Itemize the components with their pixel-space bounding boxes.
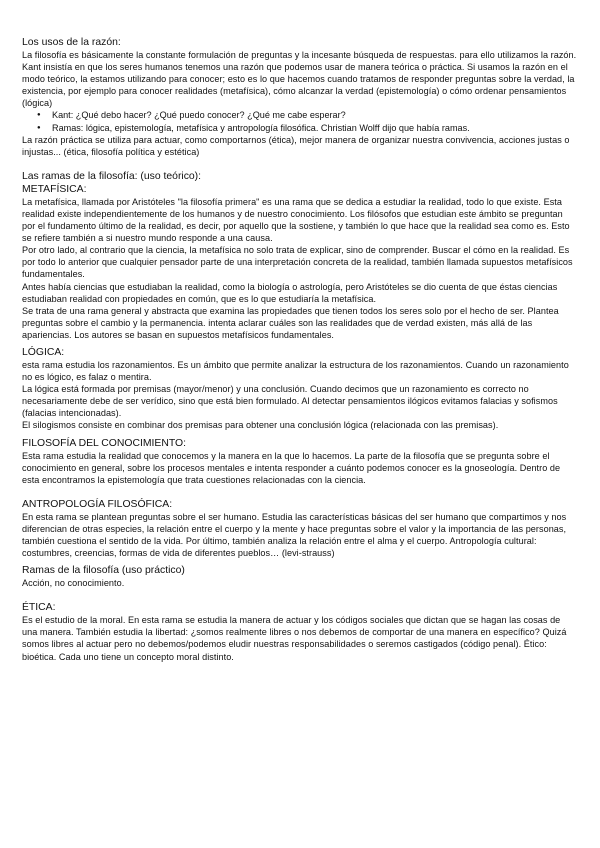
paragraph: Acción, no conocimiento. <box>22 578 125 589</box>
section-usos-razon <box>22 36 578 158</box>
paragraph: El silogismos consiste en combinar dos premisas para obtener una conclusión lógica (relacionada con las premisas). <box>22 420 499 431</box>
section-conocimiento <box>22 437 578 486</box>
paragraph: Se trata de una rama general y abstracta que examina las propiedades que tienen todos los seres solo por el hecho de ser. Plantea preguntas sobre el cambio y la permanencia. intenta aclarar cuáles son las realidades que de verdad existen, más allá de las apariencias. Los autores se basan en supuestos metafísicos fundamentales. <box>22 305 559 340</box>
section-title: Los usos de la razón: <box>22 37 121 48</box>
paragraph: Por otro lado, al contrario que la ciencia, la metafísica no solo trata de explicar, sino de comprender. Buscar el cómo en la realidad. Es por todo lo anterior que cualquier pensador parte de una interpretación concreta de la realidad, también llamada supuestos metafísicos fundamentales. <box>22 245 573 280</box>
paragraph: La razón práctica se utiliza para actuar, como comportarnos (ética), mejor manera de organizar nuestra convivencia, acciones justas o injustas... (ética, filosofía política y estética) <box>22 134 570 157</box>
section-etica <box>22 601 578 662</box>
section-antropologia <box>22 498 578 559</box>
bullet-list <box>22 109 578 133</box>
section-title: ÉTICA: <box>22 602 56 614</box>
section-title: ANTROPOLOGÍA FILOSÓFICA: <box>22 498 173 510</box>
paragraph: En esta rama se plantean preguntas sobre el ser humano. Estudia las características básicas del ser humano que compartimos y nos diferencian de otras especies, la relación entre el cuerpo y la mente y hace preguntas sobre el valor y la importancia de las personas, también cuestiona el sentido de la vida. Por último, también analiza la relación entre el alma y el cuerpo. Antropología cultural: costumbres, creencias, formas de vida de diferentes pueblos… (levi-strauss) <box>22 511 567 559</box>
list-item: ● Ramas: lógica, epistemología, metafísica y antropología filosófica. Christian Wolff dijo que había ramas. <box>52 122 578 134</box>
paragraph: Antes había ciencias que estudiaban la realidad, como la biología o astrología, pero Aristóteles se dio cuenta de que éstas ciencias estudiaban realidad con propiedades en común, que es lo que estudiaría la metafísica. <box>22 281 558 304</box>
paragraph: esta rama estudia los razonamientos. Es un ámbito que permite analizar la estructura de los razonamientos. Cuando un razonamiento no es lógico, es falaz o mentira. <box>22 359 569 383</box>
paragraph: La filosofía es básicamente la constante formulación de preguntas y la incesante búsqueda de respuestas. para ello utilizamos la razón. Kant insistía en que los seres humanos tenemos una razón que podemos usar de manera teórica o práctica. Si usamos la razón en el modo teórico, la estamos utilizando para conocer; esto es lo que hacemos cuando tratamos de responder preguntas sobre la verdad, la existencia, por ejemplo para conocer realidades (metafísica), cómo alcanzar la verdad (epistemología) o cómo ordenar pensamientos (lógica) <box>22 50 577 109</box>
paragraph: La lógica está formada por premisas (mayor/menor) y una conclusión. Cuando decimos que un razonamiento es correcto no necesariamente debe de ser verídico, sino que está bien formulado. Al detectar pensamientos ilógicos evitamos falacias y sofismos (falacias intencionadas). <box>22 384 558 419</box>
section-subtitle: METAFÍSICA: <box>22 183 87 195</box>
list-item: ● Kant: ¿Qué debo hacer? ¿Qué puedo conocer? ¿Qué me cabe esperar? <box>52 109 578 121</box>
section-logica <box>22 346 578 432</box>
paragraph: Es el estudio de la moral. En esta rama se estudia la manera de actuar y los códigos sociales que dictan que se hagan las cosas de una manera. También estudia la libertad: ¿somos realmente libres o nos debemos de comportar de una manera en específico? Quizá somos libres al actuar pero no debemos/podemos eludir nuestras responsabilidades o seremos castigados (código penal). Ético: bioética. Cada uno tiene un concepto moral distinto. <box>22 615 567 662</box>
section-ramas-teorico <box>22 170 578 341</box>
paragraph: Esta rama estudia la realidad que conocemos y la manera en la que lo hacemos. La parte de la filosofía que se pregunta sobre el conocimiento en general, sobre los procesos mentales e intenta responder a cuánto podemos conocer es la gnoseología. Dentro de esta encontramos la epistemología que trata cuestiones relacionadas con la ciencia. <box>22 450 561 485</box>
section-title: FILOSOFÍA DEL CONOCIMIENTO: <box>22 437 186 449</box>
section-title: LÓGICA: <box>22 346 65 358</box>
section-title: Ramas de la filosofía (uso práctico) <box>22 565 185 577</box>
section-title: Las ramas de la filosofía: (uso teórico): <box>22 170 202 182</box>
section-ramas-practico <box>22 564 578 589</box>
paragraph: La metafísica, llamada por Aristóteles "la filosofía primera" es una rama que se dedica a estudiar la realidad, todo lo que existe. Esta realidad existe independientemente de los humanos y de nuestro conocimiento. Los filósofos que estudian este ámbito se preguntan por el fundamento último de la realidad, es decir, por aquello que la sostiene, y también lo que hace que la realidad sea como es. Esto se refiere también a si nuestro mundo responde a una causa. <box>22 196 570 244</box>
